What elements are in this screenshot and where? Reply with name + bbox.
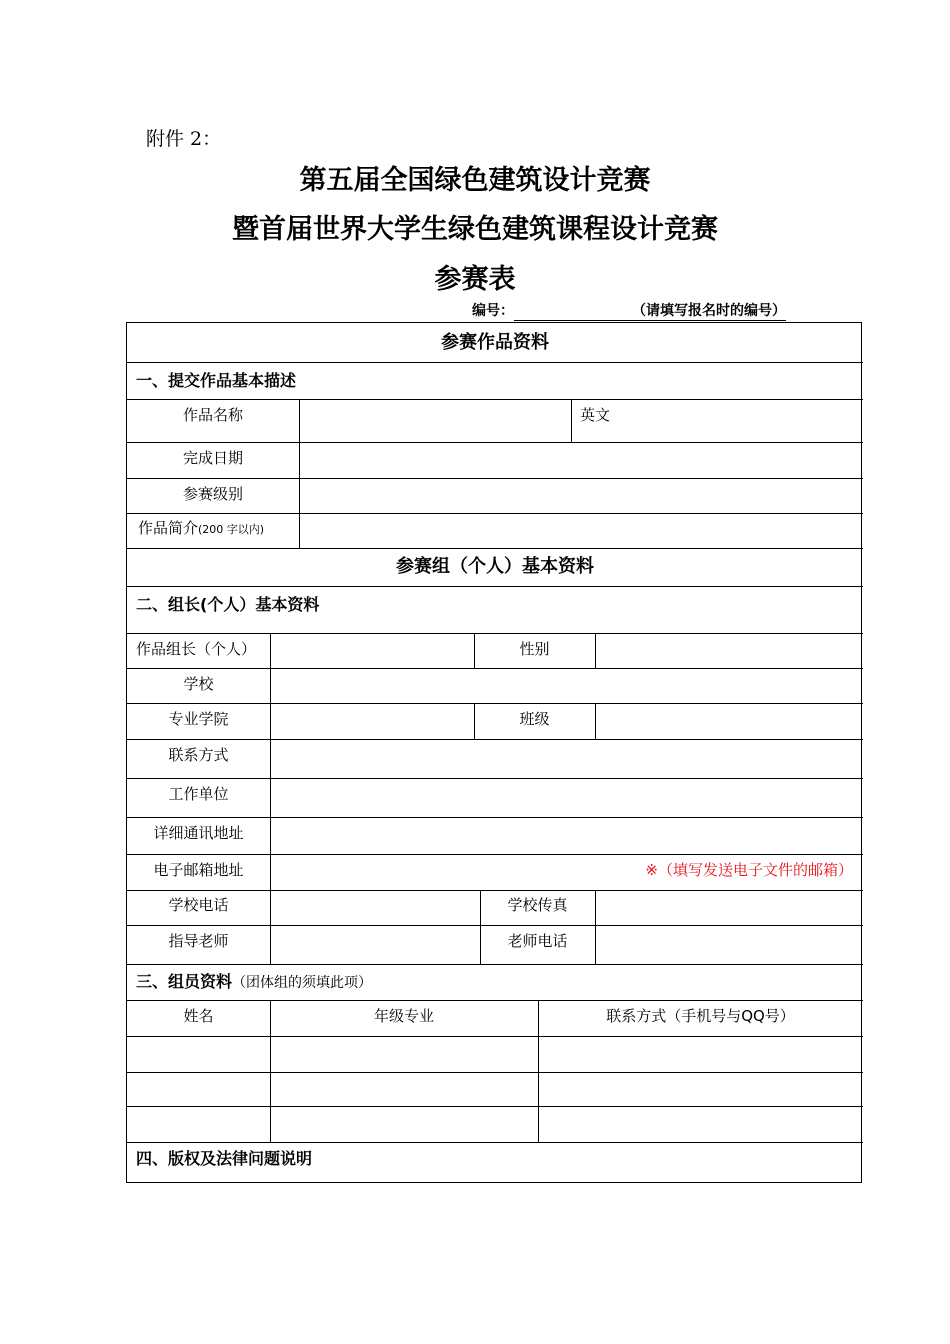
class-field[interactable]: [596, 704, 862, 738]
member-col-major: 年级专业: [373, 1007, 434, 1025]
contact-field[interactable]: [271, 740, 862, 777]
serial-number-row: [472, 300, 786, 321]
school-field[interactable]: [271, 669, 862, 702]
school-phone-label: 学校电话: [168, 896, 229, 914]
attachment-label: 附件 2：: [146, 128, 222, 150]
form-title: 参赛表: [434, 264, 516, 295]
completion-date-field[interactable]: [300, 443, 862, 477]
completion-date-label: 完成日期: [182, 449, 243, 467]
member-2-name-field[interactable]: [127, 1073, 269, 1105]
intro-field[interactable]: [300, 514, 862, 547]
member-col-name: 姓名: [183, 1007, 214, 1025]
email-note: ※（填写发送电子文件的邮箱）: [645, 861, 853, 879]
leader-field[interactable]: [271, 634, 473, 667]
member-3-name-field[interactable]: [127, 1107, 269, 1141]
workplace-label: 工作单位: [168, 785, 229, 803]
intro-label: [138, 517, 264, 538]
work-name-field[interactable]: [300, 400, 570, 441]
work-name-label: 作品名称: [182, 406, 243, 424]
english-name-field[interactable]: [572, 400, 862, 441]
gender-label: 性别: [519, 640, 550, 658]
email-label: 电子邮箱地址: [153, 861, 244, 879]
advisor-phone-label: 老师电话: [507, 932, 568, 950]
member-2-major-field[interactable]: [271, 1073, 537, 1105]
address-field[interactable]: [271, 818, 862, 853]
intro-note: (200 字以内): [198, 523, 265, 536]
section-one-heading: 一、提交作品基本描述: [136, 371, 297, 390]
works-banner: 参赛作品资料: [441, 332, 549, 353]
english-name-label: 英文: [580, 406, 611, 424]
section-four-heading: 四、版权及法律问题说明: [136, 1149, 313, 1168]
class-label: 班级: [519, 710, 550, 728]
member-2-contact-field[interactable]: [539, 1073, 862, 1105]
group-banner: 参赛组（个人）基本资料: [396, 556, 594, 577]
school-fax-field[interactable]: [596, 891, 862, 924]
level-field[interactable]: [300, 479, 862, 512]
contact-label: 联系方式: [168, 746, 229, 764]
advisor-label: 指导老师: [168, 932, 229, 950]
member-col-contact: 联系方式（手机号与QQ号）: [606, 1007, 795, 1025]
section-three-heading: [136, 969, 372, 992]
section-three-note: （团体组的须填此项）: [232, 975, 373, 991]
leader-label: 作品组长（个人）: [136, 640, 257, 658]
section-three-title: 三、组员资料: [136, 972, 233, 991]
title-line-1: 第五届全国绿色建筑设计竞赛: [299, 165, 651, 196]
advisor-field[interactable]: [271, 926, 479, 963]
college-label: 专业学院: [168, 710, 229, 728]
entry-form-table: [126, 322, 862, 1183]
gender-field[interactable]: [596, 634, 862, 667]
section-two-heading: 二、组长(个人）基本资料: [136, 595, 320, 614]
member-3-contact-field[interactable]: [539, 1107, 862, 1141]
serial-number-field[interactable]: [514, 306, 624, 321]
school-phone-field[interactable]: [271, 891, 479, 924]
serial-label: 编号：: [472, 303, 514, 319]
member-1-name-field[interactable]: [127, 1037, 269, 1071]
address-label: 详细通讯地址: [153, 824, 244, 842]
school-label: 学校: [183, 675, 214, 693]
serial-hint: （请填写报名时的编号）: [624, 300, 786, 321]
school-fax-label: 学校传真: [507, 896, 568, 914]
title-line-2: 暨首届世界大学生绿色建筑课程设计竞赛: [232, 214, 718, 245]
level-label: 参赛级别: [182, 485, 243, 503]
college-field[interactable]: [271, 704, 473, 738]
workplace-field[interactable]: [271, 779, 862, 816]
advisor-phone-field[interactable]: [596, 926, 862, 963]
member-3-major-field[interactable]: [271, 1107, 537, 1141]
member-1-contact-field[interactable]: [539, 1037, 862, 1071]
intro-label-text: 作品简介: [138, 519, 199, 537]
member-1-major-field[interactable]: [271, 1037, 537, 1071]
